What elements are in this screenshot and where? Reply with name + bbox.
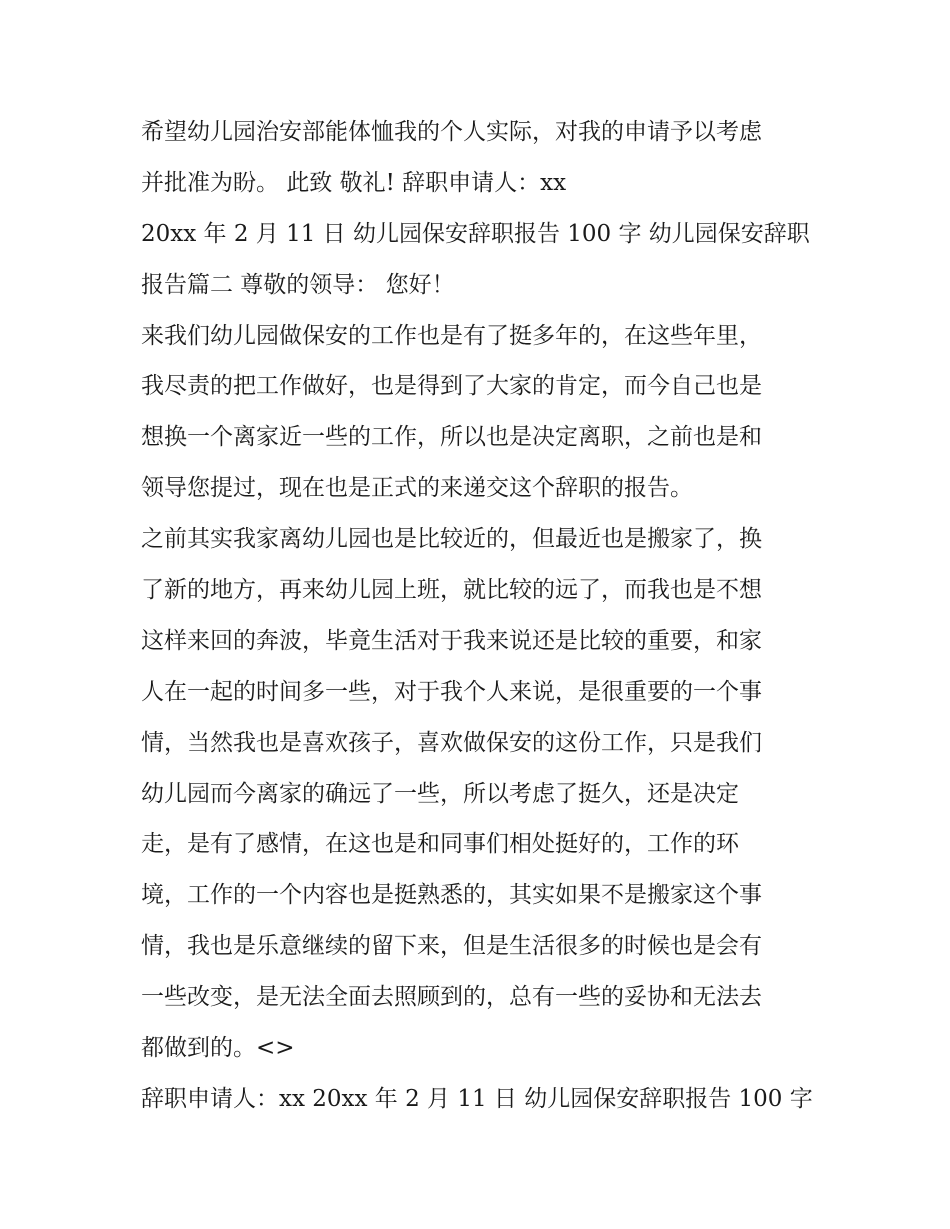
text-line: 想换一个离家近一些的工作，所以也是决定离职，之前也是和 xyxy=(141,424,762,451)
text-line: 情，当然我也是喜欢孩子，喜欢做保安的这份工作，只是我们 xyxy=(141,729,762,756)
text-line: 走，是有了感情，在这也是和同事们相处挺好的，工作的环 xyxy=(141,831,739,858)
text-line: 人在一起的时间多一些，对于我个人来说，是很重要的一个事 xyxy=(141,678,762,705)
text-line: 这样来回的奔波，毕竟生活对于我来说还是比较的重要，和家 xyxy=(141,627,762,654)
text-line: 报告篇二 尊敬的领导： 您好！ xyxy=(141,271,455,298)
text-line: 并批准为盼。 此致 敬礼! 辞职申请人：xx xyxy=(141,169,567,196)
text-line: 幼儿园而今离家的确远了一些，所以考虑了挺久，还是决定 xyxy=(141,780,739,807)
text-line: 之前其实我家离幼儿园也是比较近的，但最近也是搬家了，换 xyxy=(141,526,762,553)
text-line: 境，工作的一个内容也是挺熟悉的，其实如果不是搬家这个事 xyxy=(141,882,762,909)
text-line: 了新的地方，再来幼儿园上班，就比较的远了，而我也是不想 xyxy=(141,577,762,604)
text-line: 都做到的。<> xyxy=(141,1035,295,1062)
text-line: 情，我也是乐意继续的留下来，但是生活很多的时候也是会有 xyxy=(141,933,762,960)
text-line: 来我们幼儿园做保安的工作也是有了挺多年的，在这些年里， xyxy=(141,322,762,349)
text-line: 领导您提过，现在也是正式的来递交这个辞职的报告。 xyxy=(141,475,693,502)
document-body xyxy=(141,107,821,1125)
text-line: 20xx 年 2 月 11 日 幼儿园保安辞职报告 100 字 幼儿园保安辞职 xyxy=(141,220,810,247)
text-line: 辞职申请人：xx 20xx 年 2 月 11 日 幼儿园保安辞职报告 100 字 xyxy=(141,1085,813,1112)
text-line: 一些改变，是无法全面去照顾到的，总有一些的妥协和无法去 xyxy=(141,984,762,1011)
text-line: 希望幼儿园治安部能体恤我的个人实际，对我的申请予以考虑 xyxy=(141,119,762,145)
text-line: 我尽责的把工作做好，也是得到了大家的肯定，而今自己也是 xyxy=(141,373,762,400)
